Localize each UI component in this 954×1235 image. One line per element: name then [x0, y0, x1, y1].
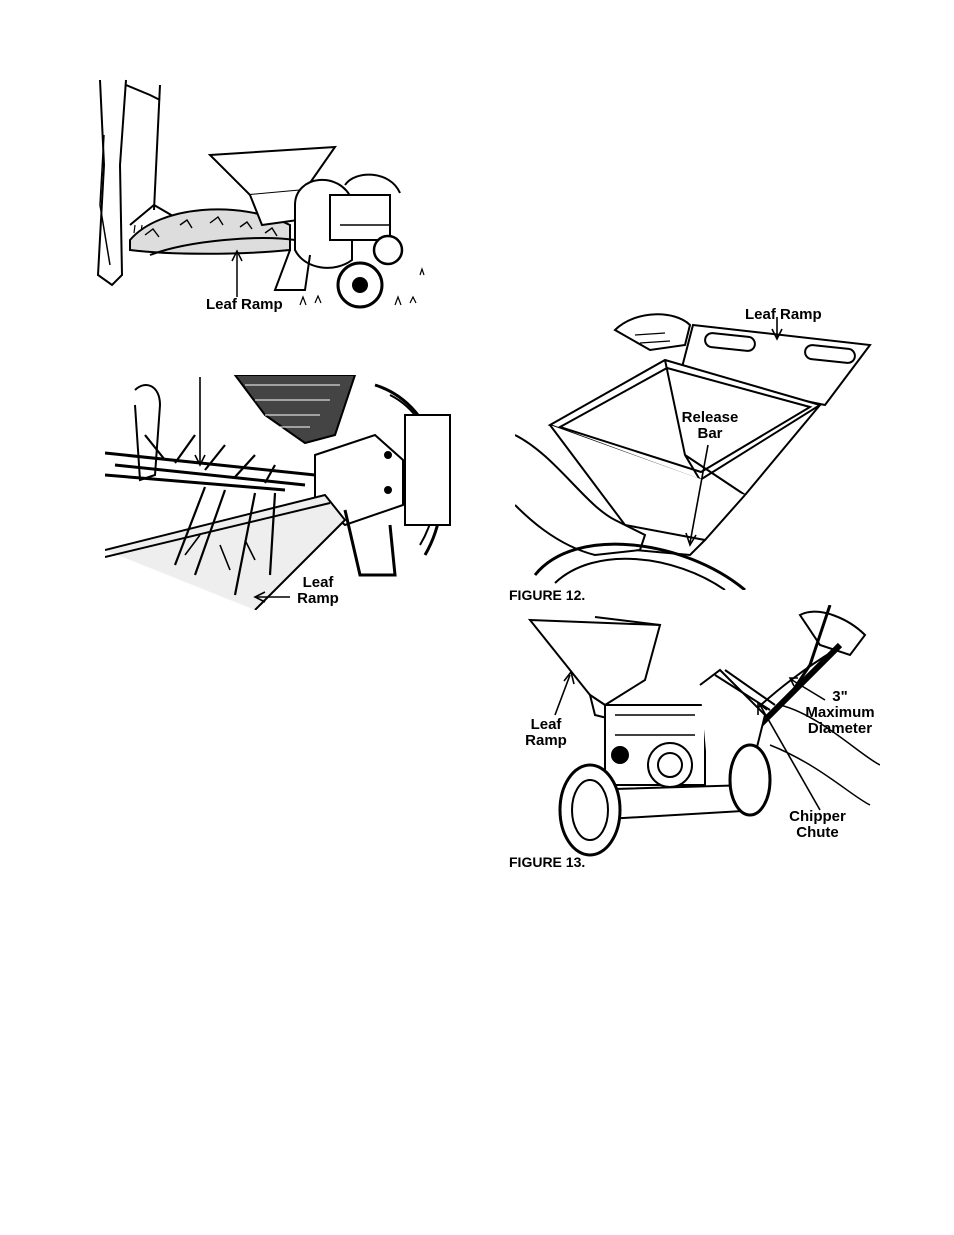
- max-diameter-line1: 3": [832, 688, 848, 705]
- leaf-ramp-label-13: [520, 717, 572, 749]
- release-bar-label: [675, 410, 745, 442]
- release-bar-label-line2: Bar: [697, 425, 723, 442]
- figure-12-drawing: [515, 305, 885, 590]
- figure-13: [520, 605, 880, 865]
- figure-12-caption: FIGURE 12.: [509, 587, 586, 603]
- leaf-ramp-13-line1: Leaf: [530, 716, 562, 733]
- max-diameter-label: [800, 689, 880, 737]
- figure-13-caption: FIGURE 13.: [509, 854, 586, 870]
- chipper-chute-line2: Chute: [796, 824, 839, 841]
- release-bar-label-line1: Release: [681, 409, 739, 426]
- raking-drawing: [90, 75, 430, 320]
- leaf-ramp-13-line2: Ramp: [525, 732, 567, 749]
- chipper-chute-label: [780, 809, 855, 841]
- figure-12: [515, 305, 885, 590]
- illustration-branches-on-ramp: [105, 375, 455, 610]
- max-diameter-line2: Maximum: [805, 704, 875, 721]
- illustration-raking-leaves: [90, 75, 430, 320]
- max-diameter-line3: Diameter: [807, 720, 873, 737]
- leaf-ramp-label-line2: Ramp: [297, 590, 339, 607]
- branches-drawing: [105, 375, 455, 610]
- chipper-chute-line1: Chipper: [789, 808, 846, 825]
- leaf-ramp-label-line1: Leaf: [302, 574, 334, 591]
- leaf-ramp-label-12: Leaf Ramp: [745, 306, 822, 323]
- leaf-ramp-label: Leaf Ramp: [206, 296, 283, 313]
- leaf-ramp-label-b: [288, 575, 348, 607]
